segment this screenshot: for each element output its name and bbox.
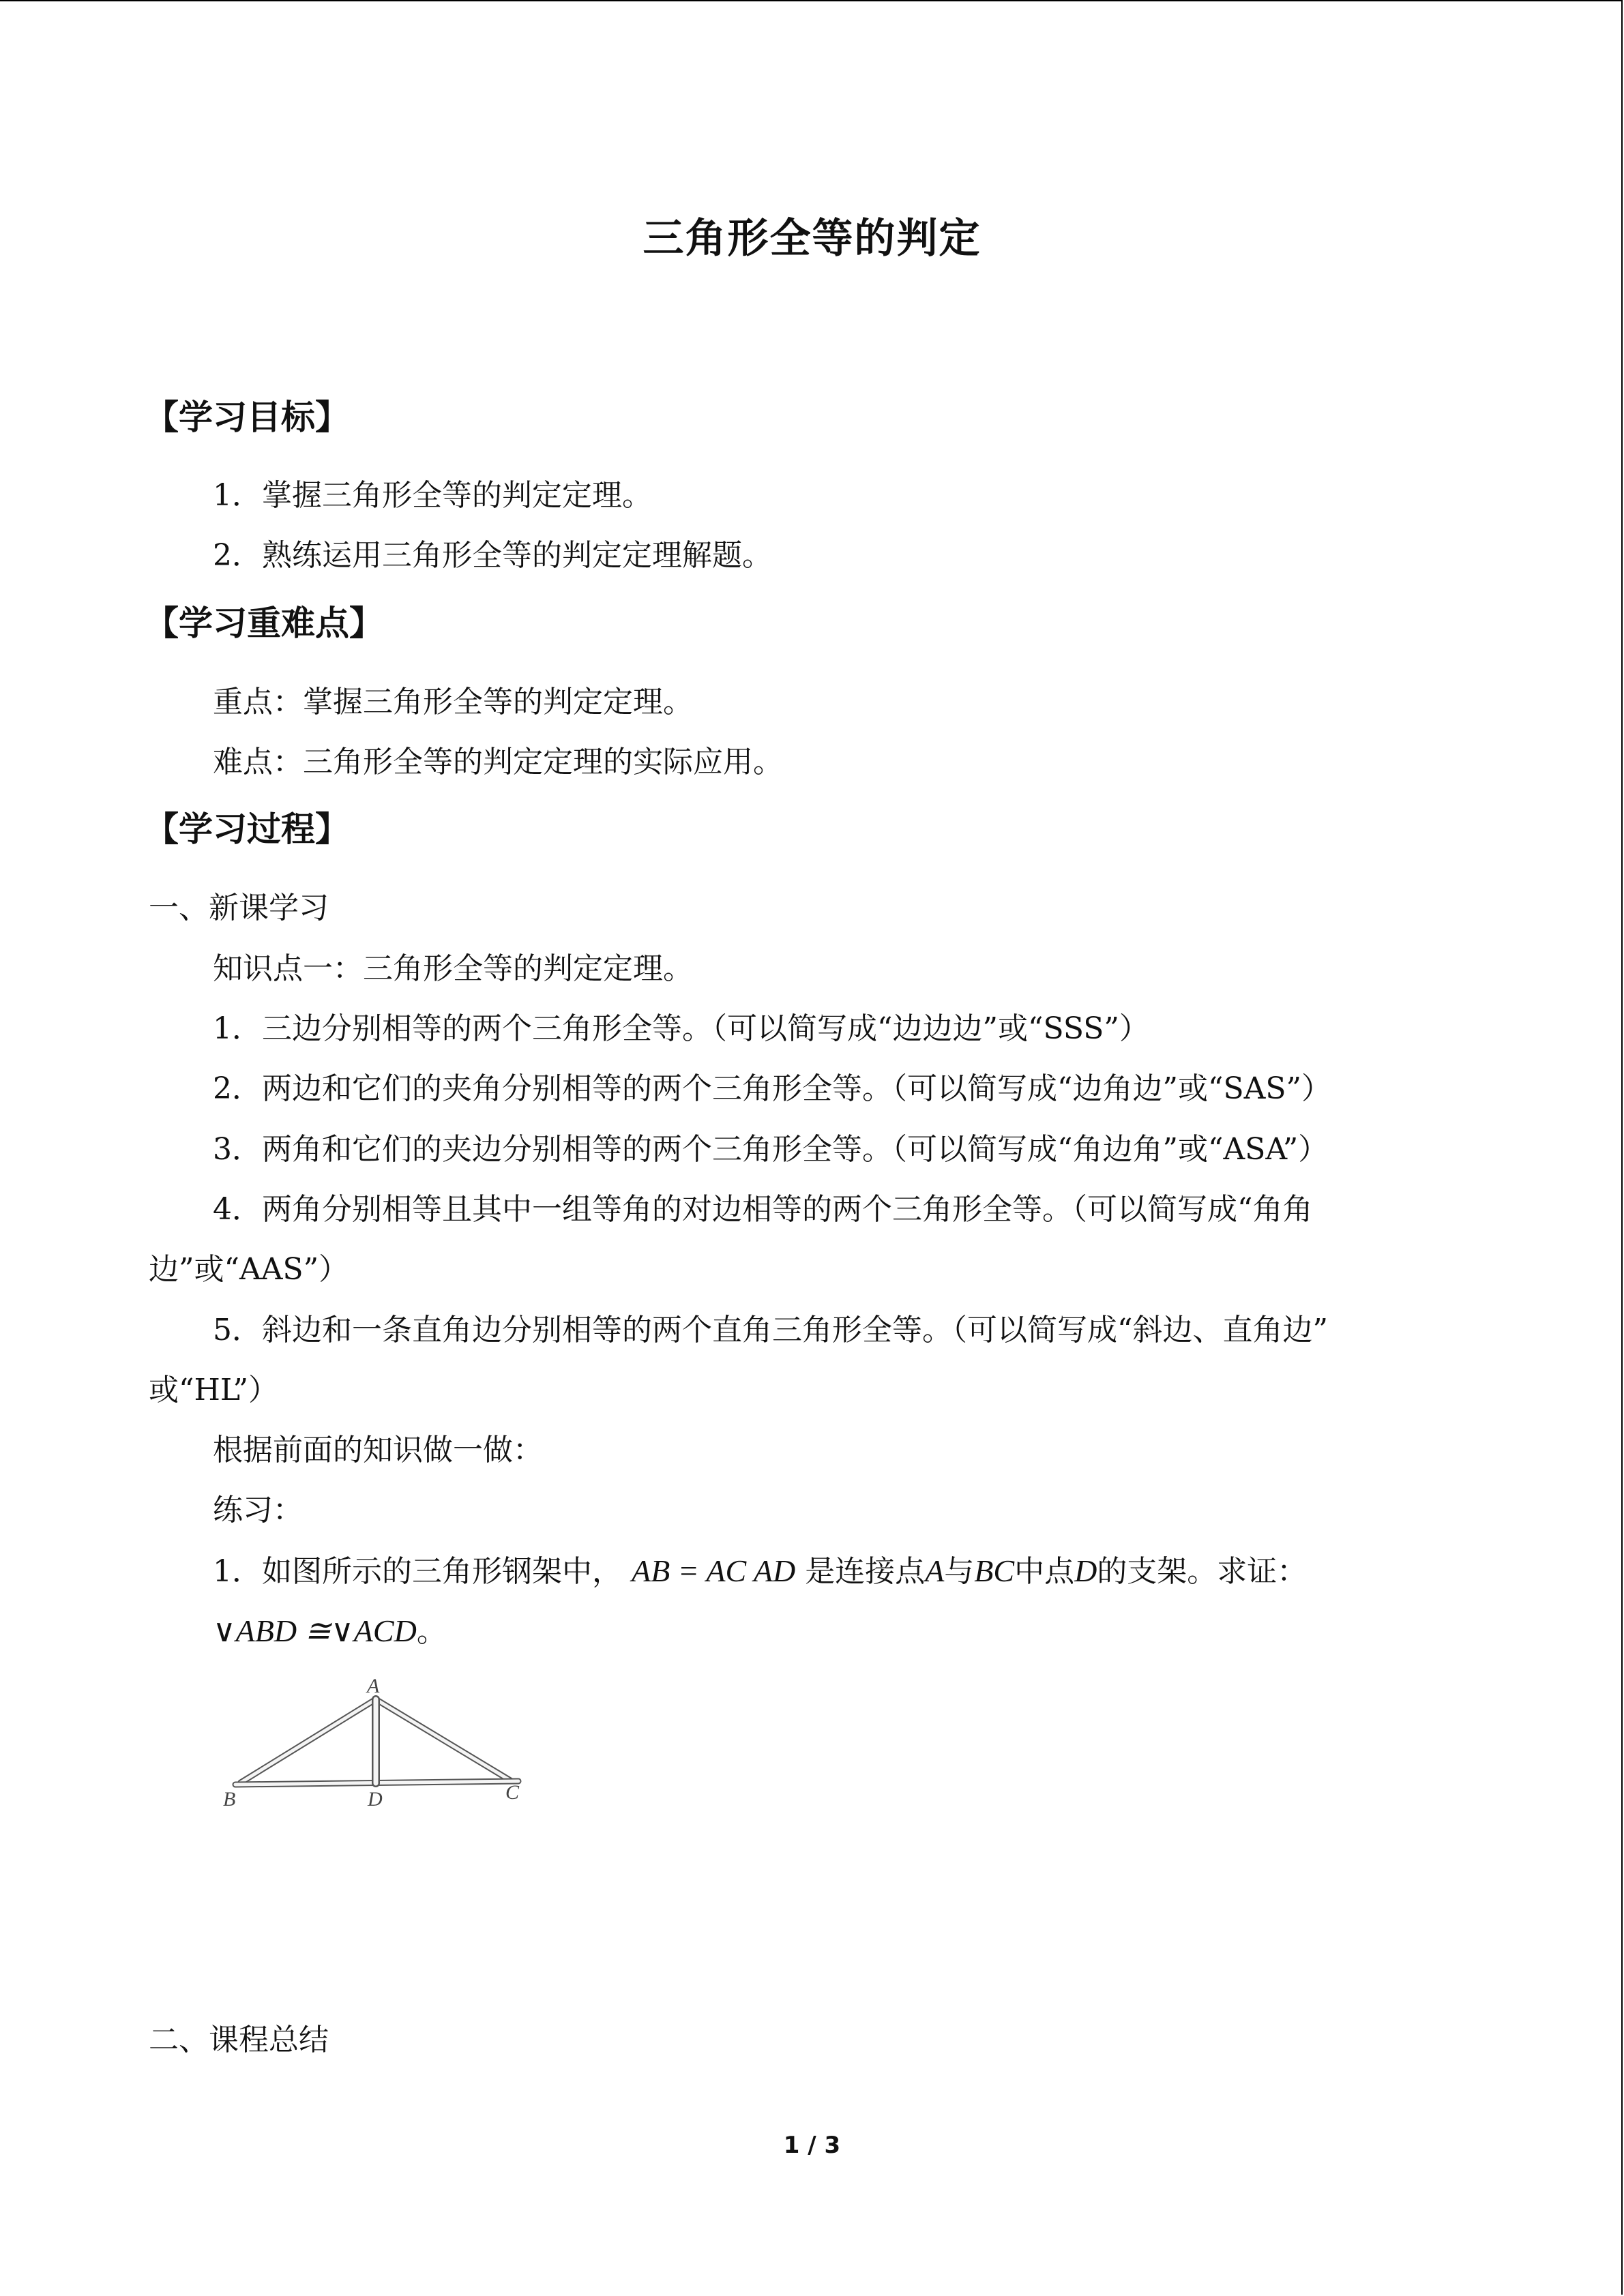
objective-item-2: 2．熟练运用三角形全等的判定定理解题。 bbox=[213, 538, 772, 573]
figure-label-b: B bbox=[223, 1788, 236, 1810]
theorem-asa: 3．两角和它们的夹边分别相等的两个三角形全等。（可以简写成“角边角”或“ASA”） bbox=[213, 1132, 1329, 1167]
triangle-frame-figure bbox=[208, 1672, 542, 1815]
page-number: 1 / 3 bbox=[783, 2132, 841, 2159]
exercise-text-2: 与 bbox=[944, 1554, 975, 1589]
process-heading: 【学习过程】 bbox=[145, 809, 349, 849]
exercise-equation: AB = AC AD bbox=[632, 1553, 796, 1588]
exercise-text-3: 中点 bbox=[1014, 1554, 1075, 1589]
figure-label-a: A bbox=[367, 1675, 380, 1697]
theorem-aas-line2: 边”或“AAS”） bbox=[149, 1252, 349, 1287]
figure-label-c: C bbox=[505, 1781, 520, 1804]
point-d: D bbox=[1074, 1553, 1097, 1588]
page-title: 三角形全等的判定 bbox=[643, 215, 981, 263]
figure-label-d: D bbox=[368, 1788, 383, 1810]
difficulty-item: 难点：三角形全等的判定定理的实际应用。 bbox=[213, 745, 783, 779]
statement-end: 。 bbox=[416, 1614, 447, 1649]
knowledge-point: 知识点一：三角形全等的判定定理。 bbox=[213, 951, 693, 986]
segment-bc: BC bbox=[974, 1553, 1015, 1588]
practice-label: 练习： bbox=[213, 1493, 303, 1527]
theorem-sss: 1．三边分别相等的两个三角形全等。（可以简写成“边边边”或“SSS”） bbox=[213, 1011, 1149, 1046]
frame-side-ab-inner bbox=[241, 1699, 376, 1783]
point-a: A bbox=[925, 1553, 945, 1588]
exercise-text-1: 是连接点 bbox=[805, 1554, 926, 1589]
objectives-heading: 【学习目标】 bbox=[145, 398, 349, 437]
congruence-statement: ∨ABD ≅∨ACD bbox=[213, 1613, 417, 1648]
theorem-hl-line1: 5．斜边和一条直角边分别相等的两个直角三角形全等。（可以简写成“斜边、直角边” bbox=[213, 1313, 1328, 1347]
exercise-statement bbox=[213, 1611, 447, 1652]
exercise-text-4: 的支架。求证： bbox=[1097, 1554, 1308, 1589]
theorem-hl-line2: 或“HL”） bbox=[149, 1373, 279, 1407]
objective-item-1: 1．掌握三角形全等的判定定理。 bbox=[213, 478, 652, 513]
key-point-item: 重点：掌握三角形全等的判定定理。 bbox=[213, 685, 693, 719]
exercise-prefix: 1．如图所示的三角形钢架中， bbox=[213, 1554, 622, 1589]
key-points-heading: 【学习重难点】 bbox=[145, 603, 383, 643]
practice-intro: 根据前面的知识做一做： bbox=[213, 1433, 543, 1467]
theorem-sas: 2．两边和它们的夹角分别相等的两个三角形全等。（可以简写成“边角边”或“SAS”） bbox=[213, 1071, 1332, 1106]
theorem-aas-line1: 4．两角分别相等且其中一组等角的对边相等的两个三角形全等。（可以简写成“角角 bbox=[213, 1192, 1313, 1227]
frame-side-ac-inner bbox=[376, 1699, 512, 1781]
exercise-1 bbox=[213, 1551, 1307, 1592]
part1-title: 一、新课学习 bbox=[149, 891, 329, 925]
part2-title: 二、课程总结 bbox=[149, 2023, 329, 2057]
